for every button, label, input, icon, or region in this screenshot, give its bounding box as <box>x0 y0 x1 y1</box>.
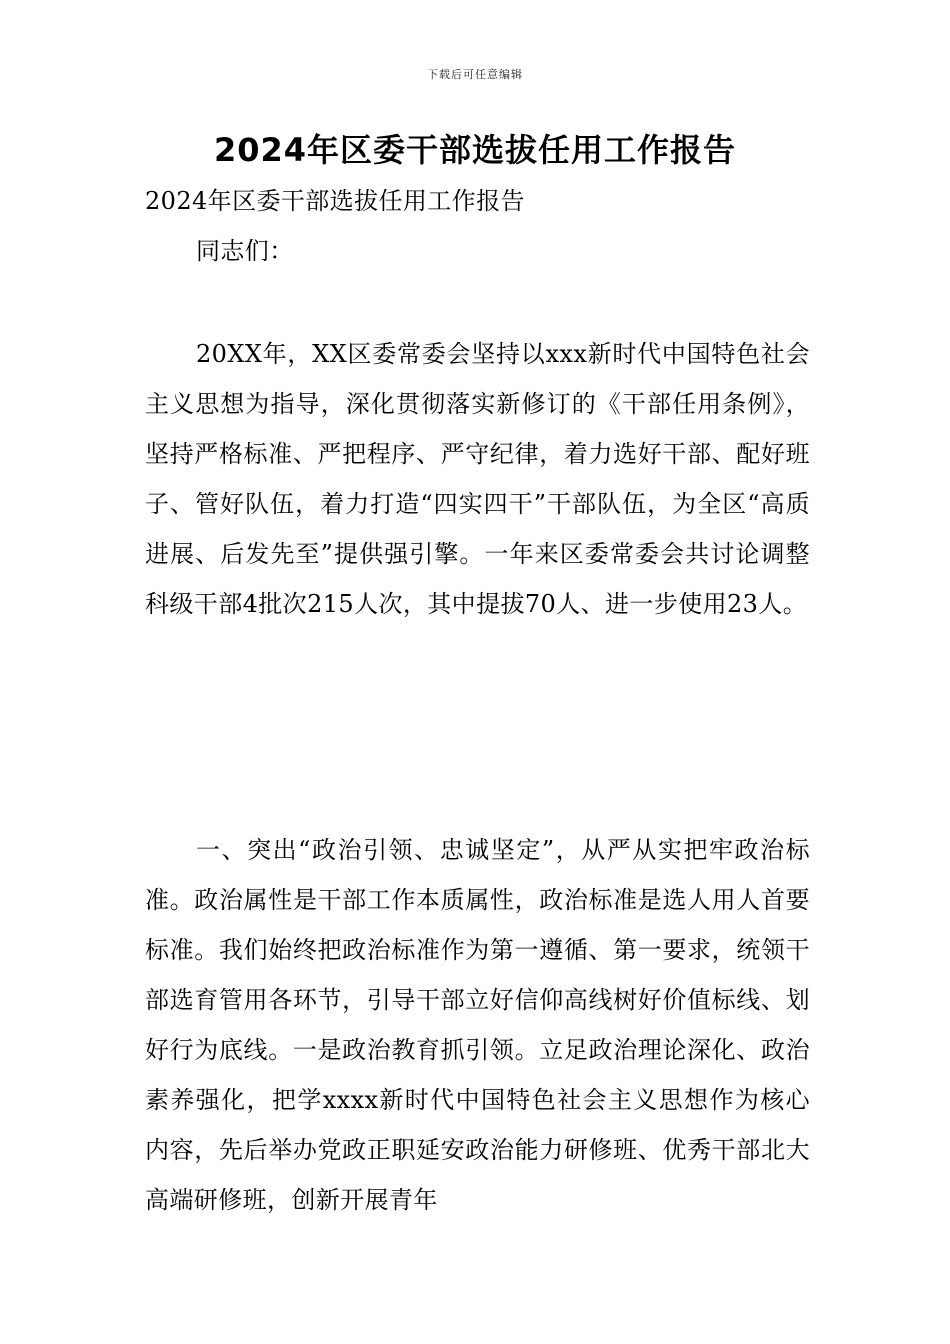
page-header-note: 下载后可任意编辑 <box>427 68 523 81</box>
paragraph-intro: 20XX年，XX区委常委会坚持以xxx新时代中国特色社会主义思想为指导，深化贯彻落实新修订的《干部任用条例》，坚持严格标准、严把程序、严守纪律，着力选好干部、配好班子、管好队伍，着力打造“四实四干”干部队伍，为全区“高质进展、后发先至”提供强引擎。一年来区委常委会共讨论调整科级干部4批次215人次，其中提拔70人、进一步使用23人。 <box>145 340 810 618</box>
salutation: 同志们： <box>196 237 294 265</box>
paragraph-section-one: 一、突出“政治引领、忠诚坚定”，从严从实把牢政治标准。政治属性是干部工作本质属性，政治标准是选人用人首要标准。我们始终把政治标准作为第一遵循、第一要求，统领干部选育管用各环节，引导干部立好信仰高线树好价值标线、划好行为底线。一是政治教育抓引领。立足政治理论深化、政治素养强化，把学xxxx新时代中国特色社会主义思想作为核心内容，先后举办党政正职延安政治能力研修班、优秀干部北大高端研修班，创新开展青年 <box>145 836 810 1214</box>
document-subtitle: 2024年区委干部选拔任用工作报告 <box>145 187 525 215</box>
document-title: 2024年区委干部选拔任用工作报告 <box>213 131 737 169</box>
